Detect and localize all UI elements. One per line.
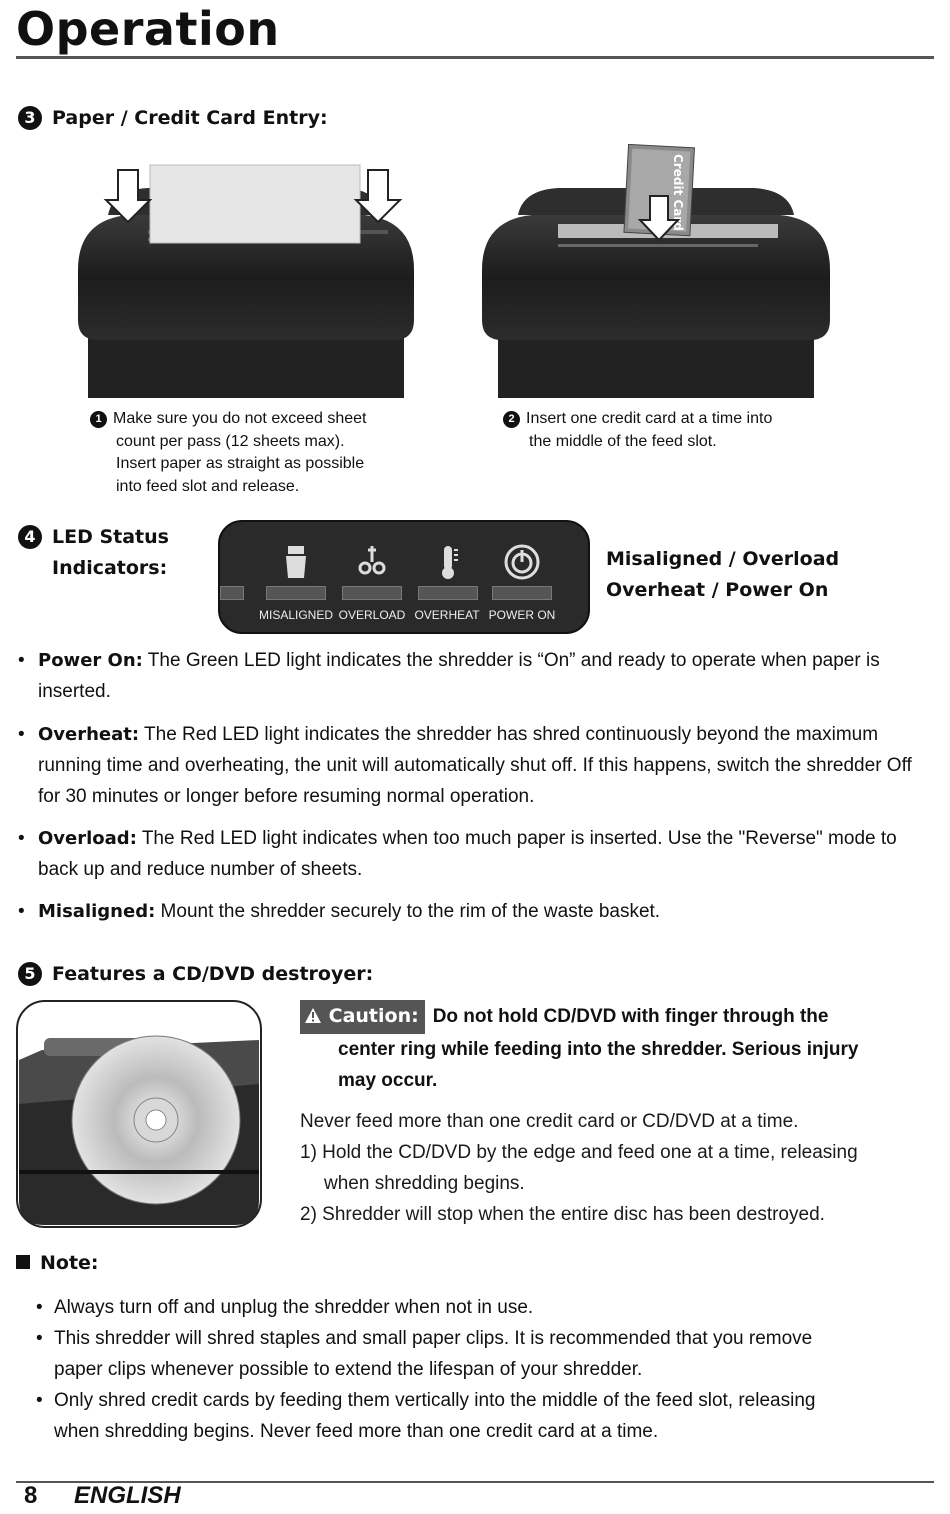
section-number: 3 [18,106,42,130]
misaligned-led [266,586,326,600]
led-summary-line1: Misaligned / Overload [606,548,840,570]
list-item: • Always turn off and unplug the shredder when not in use. [36,1297,534,1318]
caution-text: Do not hold CD/DVD with finger through the [432,1006,829,1027]
header-rule [16,56,934,59]
cd-step-1-cont: when shredding begins. [324,1173,525,1194]
led-status-panel [218,520,590,634]
section-3-heading [18,106,328,130]
bullet-text: The Red LED light indicates the shredder has shred continuously beyond the maximum running time and overheating, the unit will automatically shut off. If this happens, switch the shredder Off for 30 minutes or longer before resuming normal operation. [38,724,912,807]
overload-led [342,586,402,600]
caution-text: center ring while feeding into the shredder. Serious injury [338,1039,859,1060]
bullet-term: Power On: [38,650,143,671]
caution-block [300,1000,930,1096]
note-list [36,1292,936,1447]
cd-step-2: 2) Shredder will stop when the entire disc has been destroyed. [300,1204,825,1225]
led-label-overload: OVERLOAD [338,608,406,622]
section-3-title: Paper / Credit Card Entry: [52,107,328,129]
caution-badge [300,1000,425,1034]
page-title: Operation [16,2,280,56]
section-5-title: Features a CD/DVD destroyer: [52,963,374,985]
cd-step-1: 1) Hold the CD/DVD by the edge and feed one at a time, releasing [300,1142,858,1163]
caption-2-line: the middle of the feed slot. [529,432,717,450]
caption-1-number: 1 [90,411,107,428]
bullet-overheat: • Overheat: The Red LED light indicates the shredder has shred continuously beyond the maximum running time and overheating, the unit will automatically shut off. If this happens, switch the shredder Off for 30 minutes or longer before resuming normal operation. [18,724,912,807]
square-bullet-icon [16,1255,30,1269]
power-on-led [492,586,552,600]
caption-1 [90,408,450,498]
cd-shredder-illustration [16,1000,262,1228]
warning-icon [304,1007,322,1024]
note-item-text: paper clips whenever possible to extend the lifespan of your shredder. [54,1359,643,1380]
section-5-heading [18,962,373,986]
bullet-term: Overheat: [38,724,140,745]
bullet-power-on: • Power On: The Green LED light indicates the shredder is “On” and ready to operate when paper is inserted. [18,650,880,702]
note-title: Note: [40,1252,99,1274]
section-number: 5 [18,962,42,986]
power-on-icon [502,542,542,582]
note-heading [16,1252,99,1274]
note-item-text: This shredder will shred staples and small paper clips. It is recommended that you remove [54,1328,813,1349]
caution-label: Caution: [328,1005,419,1027]
led-label-power-on: POWER ON [488,608,556,622]
overload-icon [352,542,392,582]
bullet-misaligned: • Misaligned: Mount the shredder securely to the rim of the waste basket. [18,901,661,922]
bullet-overload: • Overload: The Red LED light indicates when too much paper is inserted. Use the "Reverse" mode to back up and reduce number of sheets. [18,828,897,880]
shredder-card-illustration [478,144,834,398]
section-number: 4 [18,525,42,549]
cd-instructions [300,1106,940,1230]
led-bar [220,586,244,600]
card-text: Credit Card [671,154,685,231]
caption-2-line: Insert one credit card at a time into [526,410,773,427]
caution-text: may occur. [338,1070,438,1091]
bullet-term: Misaligned: [38,901,156,922]
section-4-title-line2: Indicators: [52,557,168,579]
shredder-paper-illustration [68,160,424,398]
bullet-term: Overload: [38,828,137,849]
caption-2-number: 2 [503,411,520,428]
overheat-led [418,586,478,600]
list-item: • Only shred credit cards by feeding them vertically into the middle of the feed slot, releasing when shredding begins. Never feed more than one credit card at a time. [36,1390,816,1442]
misaligned-icon [276,542,316,582]
caption-1-line: Insert paper as straight as possible [116,455,365,472]
cd-intro: Never feed more than one credit card or CD/DVD at a time. [300,1111,799,1132]
led-summary [606,544,839,606]
list-item: • This shredder will shred staples and small paper clips. It is recommended that you remove paper clips whenever possible to extend the lifespan of your shredder. [36,1328,813,1380]
caption-1-line: count per pass (12 sheets max). [116,432,345,450]
bullet-text: The Green LED light indicates the shredder is “On” and ready to operate when paper is inserted. [38,650,880,702]
section-4-heading [18,522,169,584]
led-summary-line2: Overheat / Power On [606,579,829,601]
overheat-icon [428,542,468,582]
section-4-title-line1: LED Status [52,526,169,548]
footer-language: ENGLISH [74,1482,181,1509]
page-number: 8 [24,1482,38,1509]
led-label-overheat: OVERHEAT [414,608,480,622]
caption-1-line: into feed slot and release. [116,477,300,495]
note-item-text: Always turn off and unplug the shredder when not in use. [54,1297,534,1318]
bullet-text: Mount the shredder securely to the rim of the waste basket. [155,901,661,922]
led-label-misaligned: MISALIGNED [258,608,333,622]
caption-1-line: Make sure you do not exceed sheet [113,410,367,427]
bullet-text: The Red LED light indicates when too much paper is inserted. Use the "Reverse" mode to back up and reduce number of sheets. [38,828,897,880]
note-item-text: when shredding begins. Never feed more than one credit card at a time. [54,1421,659,1442]
caption-2 [503,408,863,453]
note-item-text: Only shred credit cards by feeding them vertically into the middle of the feed slot, releasing [54,1390,816,1411]
